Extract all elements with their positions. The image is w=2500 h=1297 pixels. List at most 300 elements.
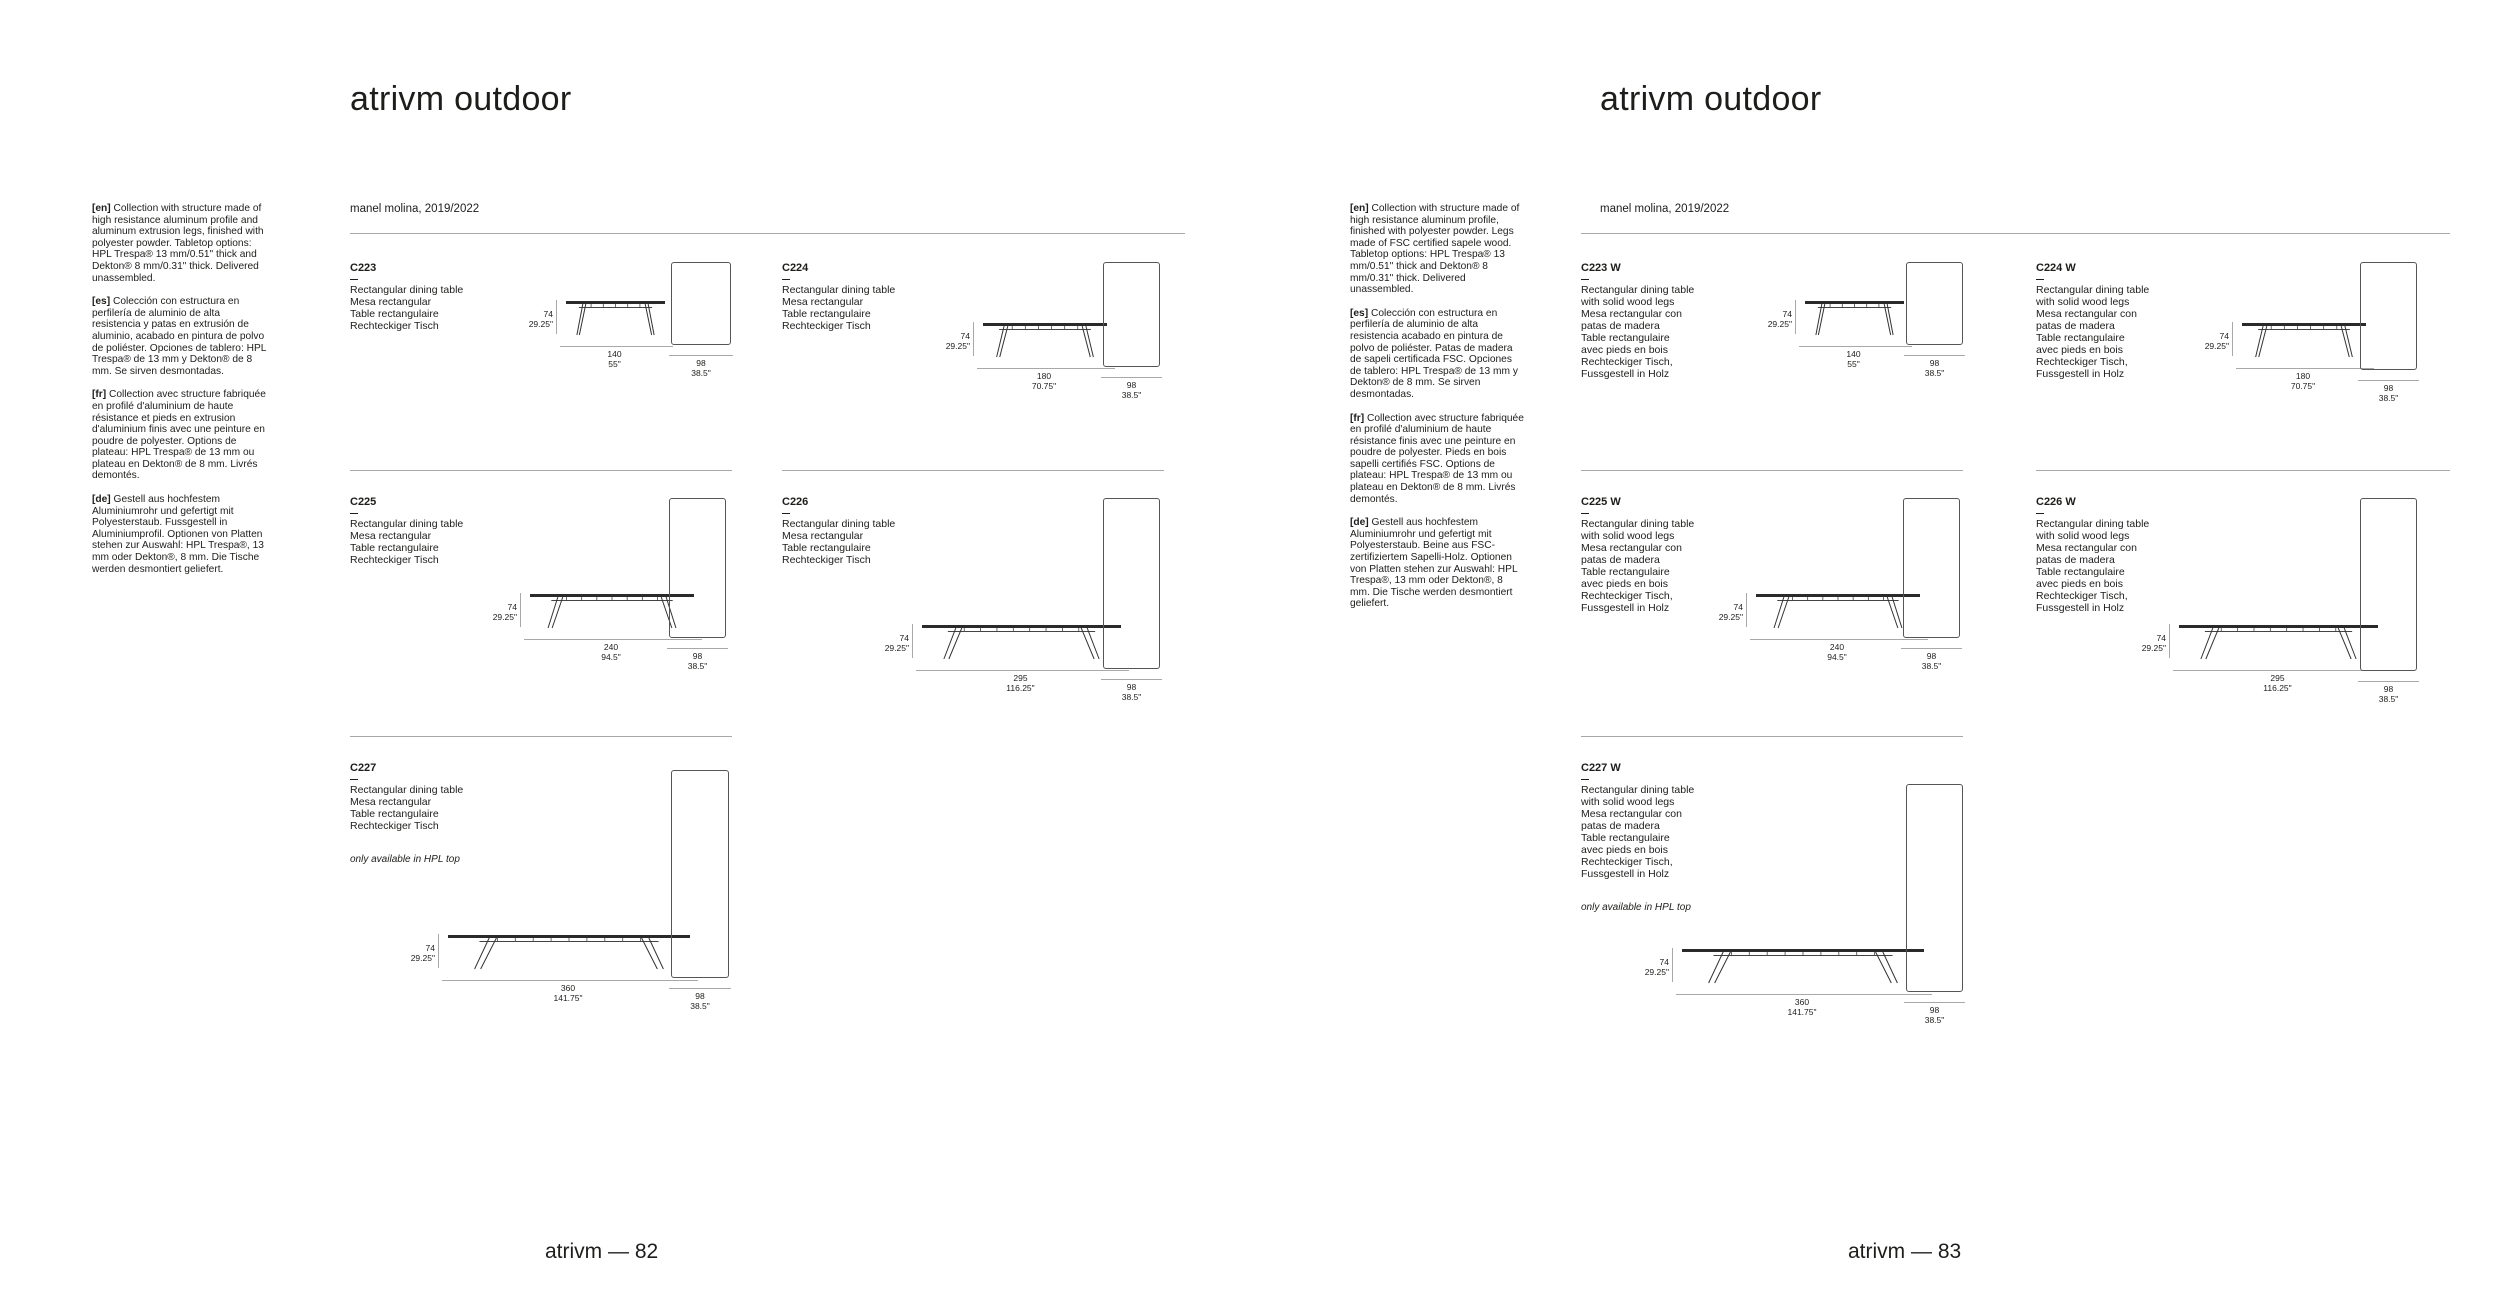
table-side-elevation: [921, 624, 1122, 660]
description-es: [1350, 308, 1525, 401]
length-cm: 240: [1829, 642, 1845, 652]
product-names: [350, 518, 463, 566]
product-name-line: Rechteckiger Tisch: [350, 820, 439, 832]
product-name-line: Table rectangulaire: [782, 308, 871, 320]
height-cm: 74: [425, 943, 435, 953]
divider: [350, 736, 732, 737]
product-name-line: Rectangular dining table: [1581, 784, 1695, 796]
table-side-elevation: [2178, 624, 2379, 660]
length-dimension: [575, 350, 655, 369]
divider: [350, 470, 732, 471]
lang-tag-fr: [fr]: [1350, 412, 1365, 424]
table-elevation-svg: [2241, 322, 2367, 358]
height-dimension: [1752, 310, 1792, 329]
product-name-line: with solid wood legs: [2036, 530, 2130, 542]
height-inches: 29.25": [1718, 611, 1743, 622]
table-leg-right: [1082, 326, 1093, 357]
product-names: [2036, 284, 2149, 380]
depth-inches: 38.5": [1121, 389, 1142, 400]
height-dimension-line: [2232, 322, 2233, 356]
product-dash: [1581, 513, 1589, 514]
product-name-line: Rechteckiger Tisch,: [1581, 856, 1673, 868]
height-dimension-line: [912, 624, 913, 658]
product-code: C223: [350, 262, 377, 274]
table-elevation-svg: [447, 934, 691, 970]
product-name-line: Fussgestell in Holz: [1581, 868, 1670, 880]
product-name-line: Rectangular dining table: [1581, 518, 1695, 530]
length-cm: 360: [560, 983, 576, 993]
depth-dimension: [661, 359, 741, 378]
product-name-line: with solid wood legs: [1581, 530, 1675, 542]
table-top-edge: [2242, 323, 2366, 326]
depth-cm: 98: [1926, 651, 1937, 661]
collection-description: [1350, 203, 1525, 622]
depth-cm: 98: [696, 358, 706, 368]
description-fr: [92, 389, 267, 482]
product-code: C227 W: [1581, 762, 1621, 774]
table-side-elevation: [1681, 948, 1925, 984]
product-name-line: Mesa rectangular: [350, 796, 432, 808]
height-cm: 74: [543, 309, 553, 319]
divider: [1581, 736, 1963, 737]
table-side-elevation: [565, 300, 666, 336]
depth-cm: 98: [1126, 380, 1137, 390]
length-cm: 295: [2270, 673, 2285, 683]
page-number: atrivm — 82: [545, 1240, 659, 1263]
product-name-line: Fussgestell in Holz: [1581, 368, 1670, 380]
product-names: [1581, 784, 1694, 880]
tabletop-plan-view: [1903, 498, 1960, 638]
product-dash: [1581, 779, 1589, 780]
table-leg-right: [1876, 952, 1898, 983]
product-code: C223 W: [1581, 262, 1621, 274]
depth-dimension-line: [2358, 380, 2419, 381]
product-name-line: Table rectangulaire: [350, 542, 439, 554]
height-dimension: [2189, 332, 2229, 351]
product-name-line: Rechteckiger Tisch,: [2036, 590, 2128, 602]
product-name-line: patas de madera: [1581, 820, 1660, 832]
product-name-line: Rectangular dining table: [2036, 518, 2150, 530]
height-cm: 74: [2219, 331, 2229, 341]
length-inches: 94.5": [601, 651, 621, 662]
description-es-text: Colección con estructura en perfilería de aluminio de alta resistencia acabado en pintura de polvo de poliéster. Patas de madera de sapeli certificada FSC. Opciones de tablero: HPL Trespa® de 13 mm y Dekton® de 8 mm. Se sirven desmontadas.: [1350, 307, 1518, 400]
availability-note: only available in HPL top: [350, 854, 460, 865]
tabletop-plan-view: [1103, 498, 1160, 669]
height-cm: 74: [960, 331, 970, 341]
product-name-line: avec pieds en bois: [1581, 844, 1668, 856]
product-name-line: Mesa rectangular: [782, 530, 864, 542]
depth-cm: 98: [1126, 682, 1137, 692]
tabletop-plan-view: [1906, 262, 1963, 345]
table-top-edge: [448, 935, 690, 938]
table-top-edge: [1682, 949, 1924, 952]
depth-cm: 98: [1929, 1005, 1940, 1015]
depth-dimension-line: [669, 988, 731, 989]
table-elevation-svg: [1681, 948, 1925, 984]
length-dimension: [1797, 643, 1877, 662]
length-dimension-line: [2236, 368, 2374, 369]
table-leg-right: [2338, 628, 2356, 659]
depth-inches: 38.5": [691, 367, 711, 378]
product-name-line: Rechteckiger Tisch: [782, 320, 871, 332]
depth-inches: 38.5": [1121, 691, 1142, 702]
table-leg-right: [645, 304, 654, 335]
description-de: [1350, 517, 1525, 610]
lang-tag-es: [es]: [92, 296, 111, 308]
height-cm: 74: [507, 602, 517, 612]
length-inches: 70.75": [1031, 380, 1057, 391]
lang-tag-de: [de]: [1350, 517, 1369, 529]
catalog-page-right: [1250, 0, 2500, 1297]
product-dash: [782, 513, 790, 514]
height-dimension: [1629, 958, 1669, 977]
table-elevation-svg: [982, 322, 1108, 358]
product-name-line: Rectangular dining table: [1581, 284, 1695, 296]
product-name-line: Mesa rectangular con: [1581, 542, 1682, 554]
description-de-text: Gestell aus hochfestem Aluminiumrohr und gefertigt mit Polyesterstaub. Beine aus FSC-zertifiziertem Sapelli-Holz. Optionen von Platten stehen zur Auswahl: HPL Trespa®, 13 mm oder Dekton®, 8 mm. Die Tische werden desmontiert geliefert.: [1350, 517, 1518, 610]
length-inches: 116.25": [2263, 682, 2292, 693]
length-dimension: [2263, 372, 2343, 391]
product-name-line: with solid wood legs: [1581, 796, 1675, 808]
height-cm: 74: [1782, 309, 1792, 319]
product-names: [350, 284, 463, 332]
length-dimension-line: [1676, 994, 1932, 995]
depth-dimension: [660, 992, 740, 1011]
description-en: [92, 203, 267, 284]
height-dimension: [869, 634, 909, 653]
table-top-edge: [1805, 301, 1904, 304]
table-leg-right: [642, 938, 664, 969]
depth-dimension-line: [1101, 377, 1162, 378]
depth-dimension-line: [1101, 679, 1162, 680]
product-name-line: Rechteckiger Tisch,: [2036, 356, 2128, 368]
height-inches: 29.25": [1767, 318, 1792, 329]
tabletop-plan-view: [669, 498, 726, 638]
product-code: C227: [350, 762, 377, 774]
height-inches: 29.25": [410, 952, 435, 963]
depth-dimension-line: [1901, 648, 1962, 649]
description-es: [92, 296, 267, 377]
table-elevation-svg: [2178, 624, 2379, 660]
product-names: [1581, 518, 1694, 614]
tabletop-plan-view: [671, 262, 731, 345]
length-dimension: [1814, 350, 1894, 369]
length-inches: 141.75": [1787, 1006, 1817, 1017]
product-name-line: Table rectangulaire: [350, 808, 439, 820]
table-top-edge: [2179, 625, 2378, 628]
length-cm: 180: [2295, 371, 2311, 381]
product-dash: [782, 279, 790, 280]
product-name-line: Mesa rectangular: [782, 296, 864, 308]
product-dash: [350, 279, 358, 280]
product-code: C226 W: [2036, 496, 2076, 508]
divider: [350, 233, 1185, 234]
product-code: C224: [782, 262, 809, 274]
table-elevation-svg: [565, 300, 666, 336]
length-inches: 94.5": [1827, 651, 1847, 662]
table-leg-left: [1709, 952, 1731, 983]
product-name-line: Rectangular dining table: [350, 284, 464, 296]
length-cm: 140: [607, 349, 622, 359]
lang-tag-en: [en]: [92, 203, 111, 214]
height-inches: 29.25": [2141, 642, 2166, 653]
height-dimension-line: [2169, 624, 2170, 658]
length-dimension: [1004, 372, 1084, 391]
height-cm: 74: [1659, 957, 1669, 967]
page-title: atrivm outdoor: [1600, 80, 1822, 118]
height-cm: 74: [1733, 602, 1743, 612]
product-code: C225: [350, 496, 377, 508]
length-dimension-line: [1750, 639, 1928, 640]
table-side-elevation: [2241, 322, 2367, 358]
length-inches: 70.75": [2290, 380, 2316, 391]
product-name-line: avec pieds en bois: [2036, 578, 2123, 590]
table-side-elevation: [447, 934, 691, 970]
product-name-line: Mesa rectangular: [350, 296, 432, 308]
description-fr: [1350, 413, 1525, 506]
table-leg-left: [1816, 304, 1825, 335]
product-name-line: Table rectangulaire: [2036, 332, 2125, 344]
table-top-edge: [922, 625, 1121, 628]
length-cm: 240: [603, 642, 619, 652]
table-leg-left: [944, 628, 962, 659]
product-name-line: Fussgestell in Holz: [2036, 368, 2125, 380]
table-leg-right: [1887, 597, 1902, 628]
product-name-line: Rectangular dining table: [350, 518, 464, 530]
depth-cm: 98: [695, 991, 705, 1001]
depth-dimension: [2349, 384, 2429, 403]
height-inches: 29.25": [2204, 340, 2229, 351]
product-name-line: Table rectangulaire: [1581, 566, 1670, 578]
depth-inches: 38.5": [690, 1000, 710, 1011]
product-code: C225 W: [1581, 496, 1621, 508]
product-dash: [350, 779, 358, 780]
table-leg-left: [2256, 326, 2267, 357]
height-cm: 74: [2156, 633, 2166, 643]
depth-inches: 38.5": [687, 660, 708, 671]
product-name-line: Rechteckiger Tisch,: [1581, 356, 1673, 368]
depth-inches: 38.5": [1921, 660, 1942, 671]
table-top-edge: [566, 301, 665, 304]
depth-inches: 38.5": [2378, 693, 2399, 704]
product-name-line: Rechteckiger Tisch: [350, 554, 439, 566]
lang-tag-es: [es]: [1350, 307, 1369, 319]
description-fr-text: Collection avec structure fabriquée en profilé d'aluminium de haute résistance et pieds en extrusion d'aluminium finis avec une peinture en poudre de polyester. Options de plateau: HPL Trespa® de 13 mm ou plateau en Dekton® de 8 mm. Livrés demontés.: [92, 389, 266, 482]
product-name-line: Mesa rectangular con: [2036, 308, 2137, 320]
length-dimension: [2238, 674, 2318, 693]
depth-dimension-line: [1904, 1002, 1965, 1003]
depth-cm: 98: [2383, 684, 2394, 694]
height-dimension: [2126, 634, 2166, 653]
tabletop-plan-view: [1103, 262, 1160, 367]
length-dimension-line: [916, 670, 1129, 671]
length-dimension-line: [977, 368, 1115, 369]
product-name-line: Rectangular dining table: [782, 518, 896, 530]
depth-dimension: [658, 652, 738, 671]
lang-tag-fr: [fr]: [92, 389, 107, 401]
product-names: [2036, 518, 2149, 614]
depth-dimension-line: [1904, 355, 1965, 356]
height-dimension: [1703, 603, 1743, 622]
height-dimension: [930, 332, 970, 351]
availability-note: only available in HPL top: [1581, 902, 1691, 913]
description-fr-text: Collection avec structure fabriquée en profilé d'aluminium de haute résistance finis avec une peinture en poudre de polyester. Pieds en bois sapelli certifiés FSC. Options de plateau: HPL Trespa® de 13 mm ou plateau en Dekton® de 8 mm. Livrés demontés.: [1350, 412, 1524, 505]
product-name-line: avec pieds en bois: [1581, 578, 1668, 590]
table-top-edge: [983, 323, 1107, 326]
product-name-line: avec pieds en bois: [2036, 344, 2123, 356]
divider: [2036, 470, 2450, 471]
depth-inches: 38.5": [1924, 1014, 1945, 1025]
length-inches: 55": [608, 358, 621, 369]
table-leg-right: [2341, 326, 2352, 357]
tabletop-plan-view: [2360, 498, 2417, 671]
page-number: atrivm — 83: [1848, 1240, 1962, 1263]
length-cm: 140: [1846, 349, 1861, 359]
description-de: [92, 494, 267, 575]
height-inches: 29.25": [884, 642, 909, 653]
height-cm: 74: [899, 633, 909, 643]
length-cm: 295: [1013, 673, 1028, 683]
length-dimension-line: [2173, 670, 2386, 671]
table-leg-left: [997, 326, 1008, 357]
depth-dimension: [1895, 359, 1975, 378]
length-dimension: [571, 643, 651, 662]
length-inches: 141.75": [553, 992, 583, 1003]
product-names: [782, 518, 895, 566]
height-dimension-line: [1795, 300, 1796, 334]
product-names: [1581, 284, 1694, 380]
height-dimension-line: [973, 322, 974, 356]
height-dimension-line: [556, 300, 557, 334]
height-inches: 29.25": [1644, 966, 1669, 977]
table-leg-right: [1884, 304, 1893, 335]
table-top-edge: [1756, 594, 1920, 597]
divider: [1581, 233, 2450, 234]
product-dash: [2036, 513, 2044, 514]
table-leg-left: [577, 304, 586, 335]
table-side-elevation: [982, 322, 1108, 358]
product-name-line: Table rectangulaire: [782, 542, 871, 554]
description-en-text: Collection with structure made of high resistance aluminum profile and aluminum extrusion legs, finished with polyester powder. Tabletop options: HPL Trespa® 13 mm/0.51" thick and Dekton® 8 mm/0.31" thick. Delivered unassembled.: [92, 203, 264, 284]
product-name-line: Table rectangulaire: [1581, 332, 1670, 344]
height-dimension: [513, 310, 553, 329]
description-es-text: Colección con estructura en perfilería de aluminio de alta resistencia y patas en extrusión de aluminio, acabado en pintura de polvo de poliéster. Opciones de tablero: HPL Trespa® de 13 mm y Dekton® de 8 mm. Se sirven desmontadas.: [92, 296, 267, 377]
table-leg-left: [1774, 597, 1789, 628]
depth-dimension: [1895, 1006, 1975, 1025]
depth-cm: 98: [1929, 358, 1940, 368]
product-dash: [2036, 279, 2044, 280]
tabletop-plan-view: [671, 770, 729, 978]
collection-description: [92, 203, 267, 587]
product-dash: [1581, 279, 1589, 280]
height-dimension-line: [520, 593, 521, 627]
table-leg-left: [475, 938, 497, 969]
height-inches: 29.25": [492, 611, 517, 622]
designer-credit: manel molina, 2019/2022: [350, 203, 480, 215]
depth-dimension: [2349, 685, 2429, 704]
length-inches: 55": [1847, 358, 1860, 369]
product-name-line: Table rectangulaire: [1581, 832, 1670, 844]
table-leg-left: [2201, 628, 2219, 659]
length-dimension: [528, 984, 608, 1003]
lang-tag-en: [en]: [1350, 203, 1369, 214]
tabletop-plan-view: [1906, 784, 1963, 992]
depth-cm: 98: [692, 651, 703, 661]
table-side-elevation: [1755, 593, 1921, 629]
length-cm: 180: [1036, 371, 1052, 381]
lang-tag-de: [de]: [92, 494, 111, 506]
depth-inches: 38.5": [2378, 392, 2399, 403]
length-dimension: [1762, 998, 1842, 1017]
table-elevation-svg: [921, 624, 1122, 660]
product-names: [350, 784, 463, 832]
product-name-line: Mesa rectangular con: [1581, 308, 1682, 320]
product-name-line: with solid wood legs: [1581, 296, 1675, 308]
depth-dimension-line: [2358, 681, 2419, 682]
product-name-line: patas de madera: [1581, 554, 1660, 566]
height-dimension-line: [1672, 948, 1673, 982]
product-name-line: patas de madera: [1581, 320, 1660, 332]
depth-dimension-line: [667, 648, 728, 649]
length-dimension: [981, 674, 1061, 693]
product-name-line: with solid wood legs: [2036, 296, 2130, 308]
height-inches: 29.25": [528, 318, 553, 329]
description-de-text: Gestell aus hochfestem Aluminiumrohr und gefertigt mit Polyesterstaub. Fussgestell in Aluminiumprofil. Optionen von Platten stehen zur Auswahl: HPL Trespa®, 13 mm oder Dekton®, 8 mm. Die Tische werden desmontiert geliefert.: [92, 494, 264, 575]
depth-dimension: [1892, 652, 1972, 671]
description-en: [1350, 203, 1525, 296]
product-code: C226: [782, 496, 809, 508]
table-side-elevation: [1804, 300, 1905, 336]
length-cm: 360: [1794, 997, 1810, 1007]
height-dimension: [395, 944, 435, 963]
depth-inches: 38.5": [1924, 367, 1945, 378]
product-name-line: patas de madera: [2036, 320, 2115, 332]
product-code: C224 W: [2036, 262, 2076, 274]
product-name-line: Table rectangulaire: [2036, 566, 2125, 578]
product-name-line: Rechteckiger Tisch: [782, 554, 871, 566]
length-dimension-line: [442, 980, 698, 981]
table-leg-left: [548, 597, 563, 628]
height-inches: 29.25": [945, 340, 970, 351]
depth-dimension: [1092, 381, 1172, 400]
table-elevation-svg: [1804, 300, 1905, 336]
table-elevation-svg: [1755, 593, 1921, 629]
height-dimension-line: [1746, 593, 1747, 627]
divider: [1581, 470, 1963, 471]
product-name-line: Rectangular dining table: [2036, 284, 2150, 296]
product-name-line: avec pieds en bois: [1581, 344, 1668, 356]
length-dimension-line: [524, 639, 702, 640]
height-dimension-line: [438, 934, 439, 968]
table-leg-right: [1081, 628, 1099, 659]
product-dash: [350, 513, 358, 514]
product-name-line: Rectangular dining table: [782, 284, 896, 296]
product-name-line: Mesa rectangular: [350, 530, 432, 542]
product-name-line: Fussgestell in Holz: [1581, 602, 1670, 614]
product-name-line: Mesa rectangular con: [2036, 542, 2137, 554]
product-name-line: Fussgestell in Holz: [2036, 602, 2125, 614]
product-names: [782, 284, 895, 332]
depth-dimension-line: [669, 355, 733, 356]
description-en-text: Collection with structure made of high resistance aluminum profile, finished with polyester powder. Legs made of FSC certified sapele wood. Tabletop options: HPL Trespa® 13 mm/0.51" thick and Dekton® 8 mm/0.31" thick. Delivered unassembled.: [1350, 203, 1520, 296]
divider: [782, 470, 1164, 471]
product-name-line: Mesa rectangular con: [1581, 808, 1682, 820]
product-name-line: Rectangular dining table: [350, 784, 464, 796]
product-name-line: Table rectangulaire: [350, 308, 439, 320]
height-dimension: [477, 603, 517, 622]
length-inches: 116.25": [1006, 682, 1035, 693]
length-dimension-line: [560, 346, 673, 347]
